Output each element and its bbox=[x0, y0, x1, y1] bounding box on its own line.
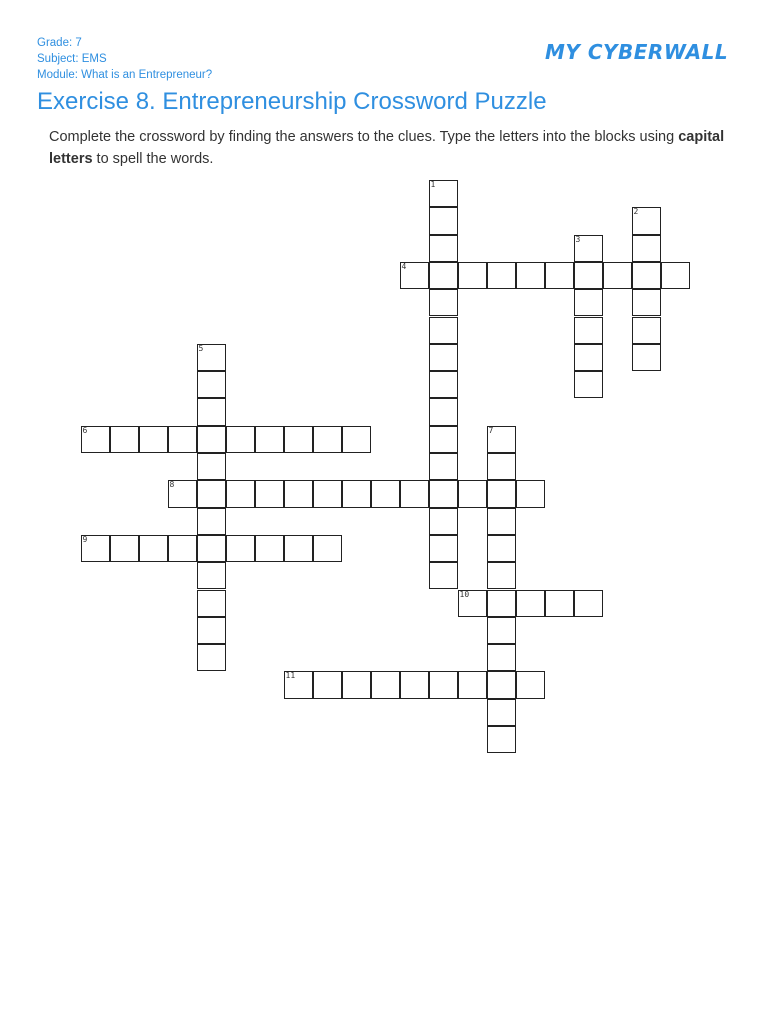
crossword-cell[interactable] bbox=[226, 426, 255, 453]
crossword-cell[interactable] bbox=[458, 262, 487, 289]
crossword-cell[interactable] bbox=[429, 180, 458, 207]
crossword-cell[interactable] bbox=[168, 480, 197, 507]
crossword-cell[interactable] bbox=[197, 453, 226, 480]
crossword-cell[interactable] bbox=[255, 535, 284, 562]
crossword-cell[interactable] bbox=[487, 426, 516, 453]
clue-number: 4 bbox=[401, 261, 407, 271]
clue-number: 10 bbox=[459, 589, 470, 599]
crossword-cell[interactable] bbox=[342, 480, 371, 507]
crossword-cell[interactable] bbox=[487, 617, 516, 644]
crossword-cell[interactable] bbox=[429, 426, 458, 453]
crossword-cell[interactable] bbox=[255, 426, 284, 453]
crossword-cell[interactable] bbox=[139, 535, 168, 562]
crossword-cell[interactable] bbox=[371, 480, 400, 507]
crossword-cell[interactable] bbox=[197, 426, 226, 453]
clue-number: 6 bbox=[82, 425, 88, 435]
grade-label: Grade: 7 bbox=[37, 37, 82, 49]
crossword-cell[interactable] bbox=[458, 590, 487, 617]
crossword-cell[interactable] bbox=[516, 590, 545, 617]
crossword-cell[interactable] bbox=[255, 480, 284, 507]
crossword-cell[interactable] bbox=[226, 535, 255, 562]
clue-number: 3 bbox=[575, 234, 581, 244]
crossword-cell[interactable] bbox=[574, 344, 603, 371]
crossword-cell[interactable] bbox=[574, 289, 603, 316]
crossword-cell[interactable] bbox=[342, 671, 371, 698]
crossword-cell[interactable] bbox=[139, 426, 168, 453]
crossword-cell[interactable] bbox=[429, 480, 458, 507]
crossword-cell[interactable] bbox=[81, 535, 110, 562]
crossword-cell[interactable] bbox=[342, 426, 371, 453]
crossword-cell[interactable] bbox=[516, 480, 545, 507]
crossword-cell[interactable] bbox=[197, 508, 226, 535]
crossword-cell[interactable] bbox=[429, 207, 458, 234]
crossword-cell[interactable] bbox=[197, 590, 226, 617]
crossword-cell[interactable] bbox=[516, 671, 545, 698]
crossword-cell[interactable] bbox=[632, 289, 661, 316]
crossword-cell[interactable] bbox=[400, 262, 429, 289]
crossword-cell[interactable] bbox=[168, 535, 197, 562]
clue-number: 9 bbox=[82, 534, 88, 544]
crossword-cell[interactable] bbox=[110, 535, 139, 562]
instructions-bold: capital letters bbox=[49, 129, 725, 167]
crossword-cell[interactable] bbox=[487, 671, 516, 698]
crossword-cell[interactable] bbox=[574, 262, 603, 289]
crossword-cell[interactable] bbox=[574, 317, 603, 344]
crossword-cell[interactable] bbox=[313, 480, 342, 507]
crossword-cell[interactable] bbox=[197, 344, 226, 371]
crossword-cell[interactable] bbox=[487, 508, 516, 535]
crossword-cell[interactable] bbox=[284, 535, 313, 562]
crossword-cell[interactable] bbox=[284, 480, 313, 507]
crossword-cell[interactable] bbox=[574, 235, 603, 262]
crossword-cell[interactable] bbox=[429, 344, 458, 371]
crossword-cell[interactable] bbox=[487, 644, 516, 671]
crossword-cell[interactable] bbox=[487, 699, 516, 726]
clue-number: 5 bbox=[198, 343, 204, 353]
crossword-cell[interactable] bbox=[545, 590, 574, 617]
crossword-cell[interactable] bbox=[574, 371, 603, 398]
crossword-cell[interactable] bbox=[487, 262, 516, 289]
crossword-cell[interactable] bbox=[197, 371, 226, 398]
subject-label: Subject: EMS bbox=[37, 53, 107, 65]
crossword-cell[interactable] bbox=[429, 453, 458, 480]
clue-number: 11 bbox=[285, 671, 296, 681]
crossword-cell[interactable] bbox=[429, 262, 458, 289]
crossword-cell[interactable] bbox=[429, 235, 458, 262]
crossword-cell[interactable] bbox=[284, 426, 313, 453]
crossword-cell[interactable] bbox=[81, 426, 110, 453]
crossword-cell[interactable] bbox=[429, 317, 458, 344]
crossword-cell[interactable] bbox=[516, 262, 545, 289]
crossword-cell[interactable] bbox=[313, 671, 342, 698]
crossword-cell[interactable] bbox=[429, 398, 458, 425]
clue-number: 1 bbox=[430, 180, 436, 189]
crossword-cell[interactable] bbox=[487, 590, 516, 617]
crossword-cell[interactable] bbox=[313, 426, 342, 453]
my-cyberwall-logo: MY CYBERWALL bbox=[545, 40, 729, 64]
crossword-cell[interactable] bbox=[429, 671, 458, 698]
crossword-cell[interactable] bbox=[661, 262, 690, 289]
crossword-cell[interactable] bbox=[632, 262, 661, 289]
crossword-cell[interactable] bbox=[429, 562, 458, 589]
crossword-cell[interactable] bbox=[458, 671, 487, 698]
clue-number: 2 bbox=[633, 207, 639, 217]
instructions-text-start: Complete the crossword by finding the answers to the clues. Type the letters into the blocks using bbox=[49, 129, 679, 145]
crossword-cell[interactable] bbox=[545, 262, 574, 289]
module-label: Module: What is an Entrepreneur? bbox=[37, 69, 213, 81]
crossword-cell[interactable] bbox=[574, 590, 603, 617]
crossword-cell[interactable] bbox=[429, 371, 458, 398]
crossword-cell[interactable] bbox=[487, 562, 516, 589]
clue-number: 7 bbox=[488, 425, 494, 435]
crossword-cell[interactable] bbox=[429, 289, 458, 316]
crossword-cell[interactable] bbox=[197, 480, 226, 507]
crossword-cell[interactable] bbox=[313, 535, 342, 562]
crossword-cell[interactable] bbox=[168, 426, 197, 453]
crossword-cell[interactable] bbox=[284, 671, 313, 698]
instructions-text-end: to spell the words. bbox=[92, 151, 214, 167]
crossword-cell[interactable] bbox=[603, 262, 632, 289]
crossword-cell[interactable] bbox=[632, 344, 661, 371]
crossword-cell[interactable] bbox=[487, 453, 516, 480]
crossword-cell[interactable] bbox=[197, 535, 226, 562]
crossword-cell[interactable] bbox=[429, 508, 458, 535]
crossword-cell[interactable] bbox=[371, 671, 400, 698]
crossword-cell[interactable] bbox=[632, 317, 661, 344]
crossword-cell[interactable] bbox=[197, 617, 226, 644]
crossword-cell[interactable] bbox=[400, 671, 429, 698]
crossword-cell[interactable] bbox=[487, 480, 516, 507]
crossword-cell[interactable] bbox=[197, 562, 226, 589]
crossword-cell[interactable] bbox=[197, 398, 226, 425]
crossword-cell[interactable] bbox=[197, 644, 226, 671]
crossword-cell[interactable] bbox=[400, 480, 429, 507]
crossword-cell[interactable] bbox=[487, 535, 516, 562]
page-title: Exercise 8. Entrepreneurship Crossword Puzzle bbox=[37, 88, 547, 115]
crossword-cell[interactable] bbox=[632, 207, 661, 234]
crossword-cell[interactable] bbox=[110, 426, 139, 453]
crossword-cell[interactable] bbox=[458, 480, 487, 507]
crossword-cell[interactable] bbox=[632, 235, 661, 262]
clue-number: 8 bbox=[169, 480, 175, 490]
crossword-cell[interactable] bbox=[226, 480, 255, 507]
crossword-cell[interactable] bbox=[487, 726, 516, 753]
crossword-cell[interactable] bbox=[429, 535, 458, 562]
